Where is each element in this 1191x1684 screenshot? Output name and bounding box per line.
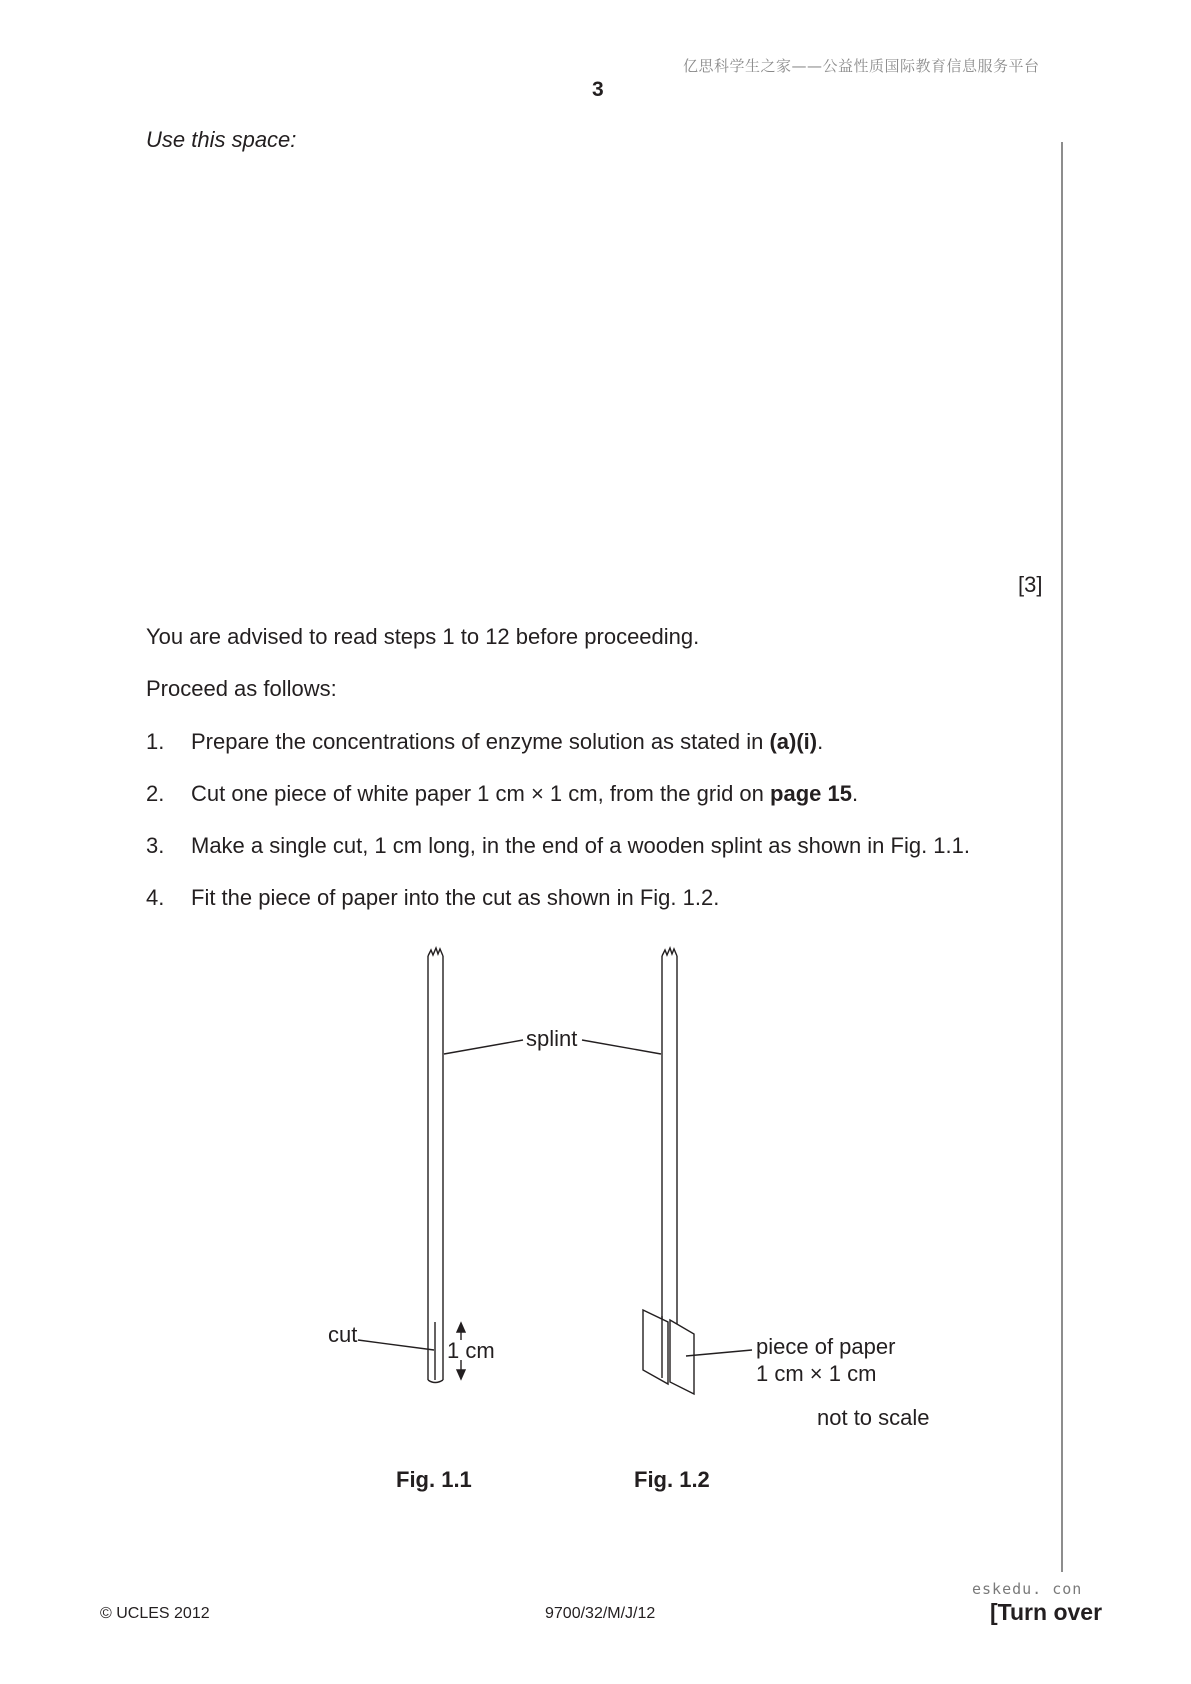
paper-piece-drawing [643, 1310, 694, 1394]
step-bold-ref: (a)(i) [769, 729, 818, 754]
proceed-text: Proceed as follows: [146, 676, 337, 701]
site-watermark: eskedu. con [972, 1580, 1083, 1598]
marks-indicator: [3] [1018, 572, 1043, 597]
fig2-caption: Fig. 1.2 [634, 1467, 710, 1492]
answer-space-label: Use this space: [146, 127, 297, 152]
splint-leader-right [582, 1040, 661, 1054]
splint-fig2-drawing [662, 948, 677, 1380]
step-text: Cut one piece of white paper 1 cm × 1 cm, from the grid on [191, 781, 771, 806]
step-bold-ref: page 15 [770, 781, 852, 806]
step-text: Prepare the concentrations of enzyme solution as stated in [191, 729, 770, 754]
advice-text: You are advised to read steps 1 to 12 before proceeding. [146, 624, 700, 649]
splint-leader-left [444, 1040, 523, 1054]
step-number: 4. [146, 885, 165, 910]
step-text: Make a single cut, 1 cm long, in the end of a wooden splint as shown in Fig. 1.1. [191, 833, 971, 858]
step-number: 3. [146, 833, 165, 858]
dimension-label: 1 cm [447, 1338, 495, 1363]
splint-fig1-drawing [428, 948, 443, 1383]
cut-label: cut [328, 1322, 358, 1347]
fig1-caption: Fig. 1.1 [396, 1467, 472, 1492]
paper-label-line1: piece of paper [756, 1334, 896, 1359]
step-text: Fit the piece of paper into the cut as shown in Fig. 1.2. [191, 885, 720, 910]
paper-code: 9700/32/M/J/12 [545, 1605, 656, 1622]
step-number: 2. [146, 781, 165, 806]
step-text-end: . [851, 781, 859, 806]
page-number: 3 [592, 78, 604, 101]
step-number: 1. [146, 729, 165, 754]
turn-over-label: [Turn over [990, 1599, 1103, 1625]
watermark-text: 亿思科学生之家——公益性质国际教育信息服务平台 [683, 57, 1040, 75]
paper-leader [686, 1350, 752, 1356]
step-text-end: . [817, 729, 824, 754]
splint-label: splint [526, 1026, 578, 1051]
cut-leader [358, 1340, 434, 1350]
copyright-text: © UCLES 2012 [100, 1605, 210, 1622]
scale-note: not to scale [817, 1405, 930, 1430]
paper-label-line2: 1 cm × 1 cm [756, 1361, 877, 1386]
